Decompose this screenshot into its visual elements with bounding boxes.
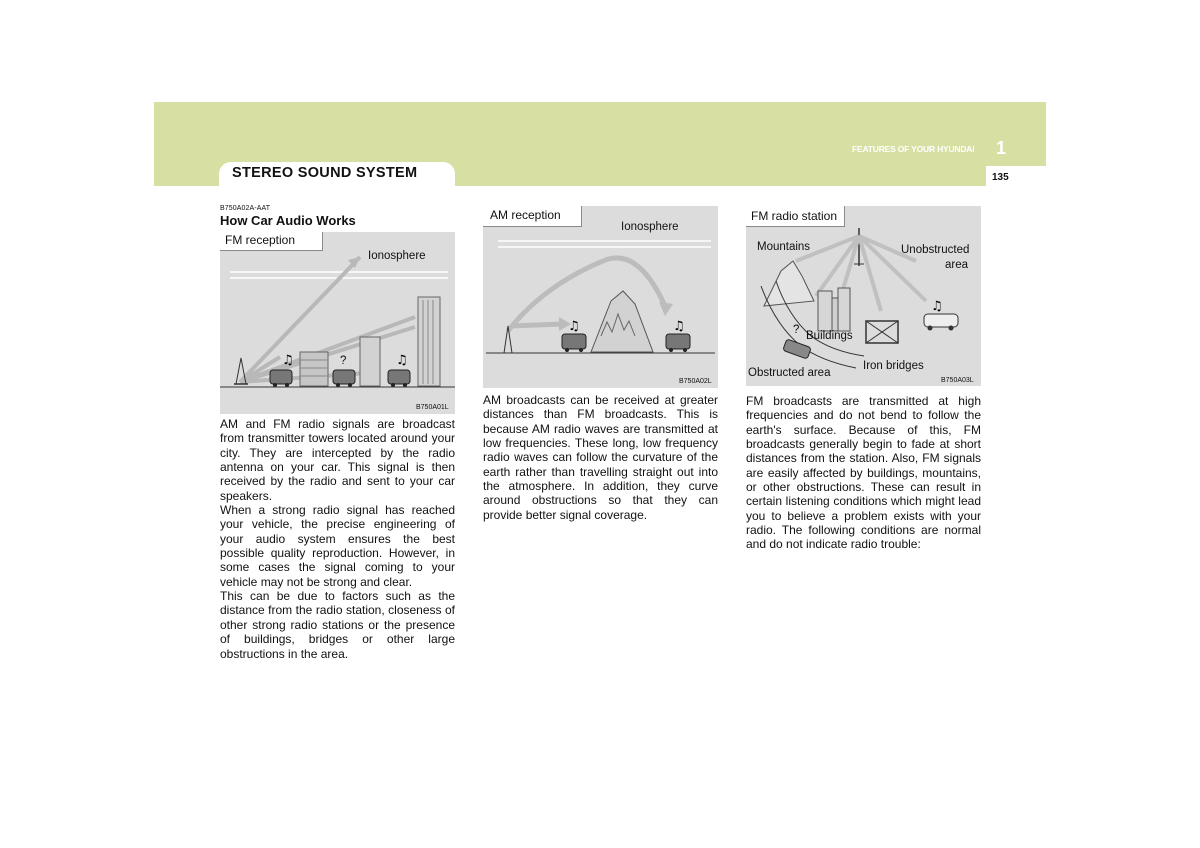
svg-text:♫: ♫	[673, 319, 685, 334]
fm-reception-label: FM reception	[220, 232, 323, 251]
right-column-text	[746, 394, 981, 552]
page-number: 135	[992, 172, 1009, 183]
fm-ionosphere-label: Ionosphere	[368, 250, 426, 262]
am-reception-label: AM reception	[483, 206, 582, 227]
fm-station-label: FM radio station	[746, 206, 845, 227]
fm-question-mark: ?	[340, 355, 347, 367]
iron-bridges-label: Iron bridges	[863, 360, 924, 372]
left-column-text	[220, 417, 455, 661]
svg-text:♫: ♫	[931, 299, 943, 314]
section-title: STEREO SOUND SYSTEM	[232, 165, 418, 181]
middle-column-text	[483, 393, 718, 522]
obstructed-area-label: Obstructed area	[748, 367, 831, 379]
chapter-number: 1	[996, 138, 1007, 158]
fm-station-figure	[746, 206, 981, 386]
article-code: B750A02A-AAT	[220, 205, 271, 212]
am-reception-figure	[483, 206, 718, 388]
fm-station-code: B750A03L	[941, 377, 974, 384]
left-paragraph-2: When a strong radio signal has reached your vehicle, the precise engineering of your audio system ensures the best possible quality reproduction. However, in some cases the signal coming to your vehicle may not be strong and clear.	[220, 503, 455, 589]
am-reception-illustration	[483, 206, 718, 388]
fm-station-illustration	[746, 206, 981, 386]
mountains-label: Mountains	[757, 241, 811, 253]
fm-reception-figure	[220, 232, 455, 414]
right-paragraph: FM broadcasts are transmitted at high frequencies and do not bend to follow the earth's surface. Because of this, FM broadcasts generally begin to fade at short distances from the station. Also, FM signals are easily affected by buildings, mountains, or other obstructions. These can result in certain listening conditions which might lead you to believe a problem exists with your radio. The following conditions are normal and do not indicate radio trouble:	[746, 394, 981, 552]
unobstructed-label: Unobstructed	[901, 244, 970, 256]
am-reception-code: B750A02L	[679, 378, 712, 385]
left-paragraph-1: AM and FM radio signals are broadcast from transmitter towers located around your city. They are intercepted by the radio antenna on your car. This signal is then received by the radio and sent to your car speakers.	[220, 417, 455, 503]
buildings-label: Buildings	[806, 330, 853, 342]
article-heading: How Car Audio Works	[220, 213, 356, 228]
svg-text:♫: ♫	[396, 353, 408, 368]
buildings-question-mark: ?	[793, 324, 800, 336]
chapter-label: FEATURES OF YOUR HYUNDAI	[852, 144, 975, 154]
left-paragraph-3: This can be due to factors such as the distance from the radio station, closeness of other strong radio stations or the presence of buildings, bridges or other large obstructions in the area.	[220, 589, 455, 661]
svg-text:♫: ♫	[568, 319, 580, 334]
am-ionosphere-label: Ionosphere	[621, 221, 679, 233]
svg-text:♫: ♫	[282, 353, 294, 368]
unobstructed-area-label: area	[945, 259, 969, 271]
fm-reception-code: B750A01L	[416, 404, 449, 411]
middle-paragraph: AM broadcasts can be received at greater distances than FM broadcasts. This is because AM radio waves are transmitted at low frequencies. These long, low frequency radio waves can follow the curvature of the earth rather than travelling straight out into the atmosphere. In addition, they curve around obstructions so that they can provide better signal coverage.	[483, 393, 718, 522]
